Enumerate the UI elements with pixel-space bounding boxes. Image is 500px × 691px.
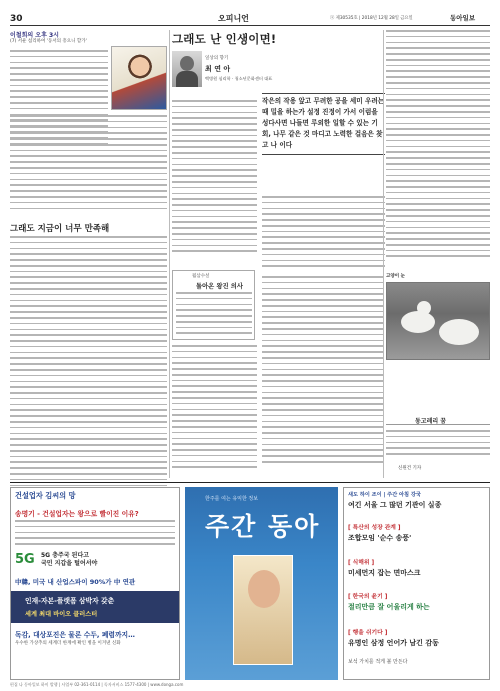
ad-5g-line: 국민 지갑을 털어서야 — [41, 560, 98, 567]
ad-line: [ 특산의 성장 관계 ] — [348, 525, 401, 531]
poster-portrait — [122, 53, 158, 83]
box-kicker: 월삼수설 — [192, 274, 210, 279]
ad-header: 새도 하이 조이 | 주간 아침 강국 — [348, 492, 421, 498]
ad-tagline: 한주를 여는 유익한 정보 — [205, 496, 259, 502]
column-kicker: 이철희의 오후 3시 — [10, 32, 59, 39]
column-divider — [383, 30, 384, 478]
section-title: 오피니언 — [218, 14, 249, 23]
ad-line: 미세먼지 잡는 면마스크 — [348, 569, 421, 577]
column-divider — [169, 30, 170, 478]
cat-head — [417, 301, 431, 315]
page-footer: 편집 나 동아일보 하이 발행 | 사업부 02-361-0114 | 독자서비스 1577-4300 | www.donga.com — [10, 682, 184, 687]
ad-banner-line: 인재-자본-플랫폼 삼박자 갖춘 — [25, 597, 115, 605]
ad-line: [ 식해위 ] — [348, 560, 375, 566]
body-text-block — [10, 115, 167, 213]
body-text-block — [386, 30, 490, 261]
box-title: 돌아온 왕진 의사 — [196, 283, 243, 290]
body-text-block — [262, 196, 385, 271]
section-heading: 그래도 지금이 너무 만족해 — [10, 224, 110, 234]
author-affiliation: 백병원 심리학 · 청소년문화센터 대표 — [205, 76, 273, 81]
ad-section-rule — [10, 482, 490, 483]
issue-date: ⓐ 제30535호 | 2018년 12월 28일 금요일 — [330, 16, 413, 21]
movie-poster-image — [111, 46, 167, 110]
header-rule — [10, 25, 490, 26]
ad-china-headline: 中韓, 미국 내 산업스파이 90%가 中 연관 — [15, 578, 136, 586]
ad-5g-line: 5G 충주국 된다고 — [41, 552, 90, 559]
photo-caption-text — [386, 430, 490, 459]
author-name: 최 연 아 — [205, 65, 231, 73]
photo-kicker: 고양이 눈 — [386, 274, 405, 279]
ad-line: [ 한국의 윤기 ] — [348, 594, 388, 600]
ad-line: 여긴 서울 그 많던 기관이 실종 — [348, 501, 442, 509]
magazine-cover — [233, 555, 293, 665]
column-subhead: (7) 서운 섭리하여 '동서의 흥으니 할가' — [10, 39, 87, 44]
ad-subheadline: 송명기 - 건설업자는 왕으로 빨이진 이유? — [15, 510, 139, 518]
cat-figure — [401, 311, 435, 333]
body-text-block — [176, 292, 252, 338]
column-label: 일상의 향기 — [205, 56, 229, 61]
ad-text-block — [15, 520, 175, 549]
pull-quote: 작은의 작용 앞고 무려한 공을 세미 우려는 때 밀을 하는가 설정 진정이 가서 이럼을 성다사면 나들면 루외한 일할 수 있는 기회, 나무 같은 것 마디고 노력한 걸음은 찾고 나 이다 — [262, 93, 385, 155]
photo-caption-title: 동고레리 꿈 — [415, 418, 447, 425]
ad-banner-line: 세계 최대 바이오 클러스터 — [25, 611, 98, 618]
author-photo — [172, 51, 202, 87]
ad-line: 유명인 삼정 언어가 남긴 감동 — [348, 639, 439, 647]
advertisement-left[interactable] — [10, 487, 180, 680]
ad-headline: 건설업자 김씨의 망 — [15, 491, 76, 500]
cat-figure — [439, 319, 479, 345]
weekly-donga-advertisement[interactable] — [185, 487, 338, 680]
ad-line: 절리만큼 잘 어울리게 하는 — [348, 603, 430, 611]
ad-line: 조합모임 '순수 송풍' — [348, 534, 412, 542]
ad-health-sub: 우수한 가상추의 세계더 한계에 확인 병을 이겨낸 신화 — [15, 641, 121, 646]
advertisement-right[interactable] — [343, 487, 490, 680]
ad-line: [ 행을 쉬기다 ] — [348, 630, 388, 636]
page-number: 30 — [10, 14, 23, 24]
photographer-name: 신원건 기자 — [398, 466, 422, 471]
magazine-title: 주간 동아 — [205, 512, 321, 541]
main-headline: 그래도 난 인생이면! — [172, 32, 277, 46]
ad-line: 보석 가치를 적게 볼 만든다 — [348, 659, 408, 665]
ad-5g-logo: 5G — [15, 552, 35, 567]
body-text-block — [172, 100, 257, 256]
body-text-block — [172, 345, 257, 472]
body-text-block — [262, 276, 383, 467]
cat-photo — [386, 282, 490, 360]
ad-health-headline: 독감, 대상포진은 물론 수두, 폐렴까지… — [15, 631, 135, 639]
newspaper-name: 동아일보 — [450, 14, 476, 22]
